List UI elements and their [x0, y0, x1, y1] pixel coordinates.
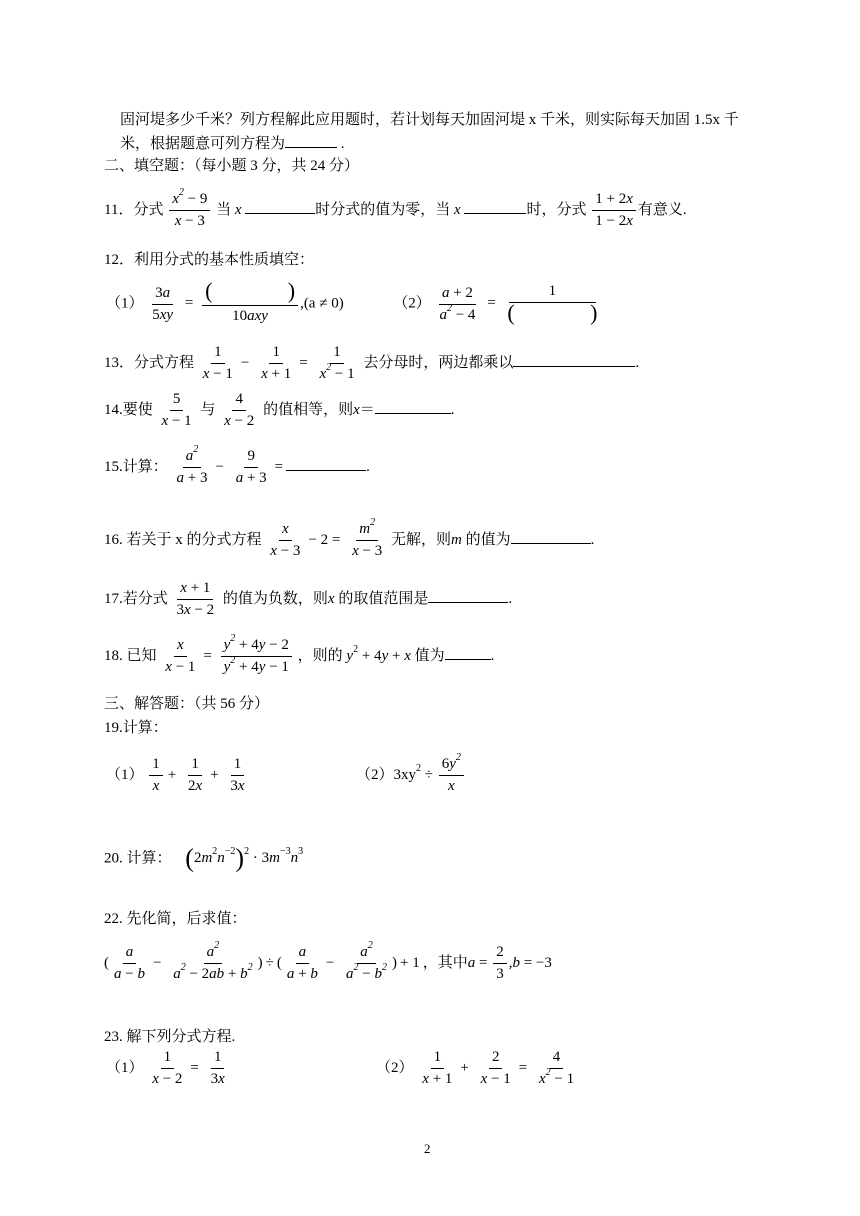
- q19-part-2-label: （2）3xy: [356, 766, 417, 783]
- question-23: [104, 1025, 235, 1046]
- question-11: 11．分式 $\frac{x^2 - 9}{x - 3}$ 当 x 时分式的值为零，当 x 时，分式 $\frac{1 + 2x}{1 - 2x}$ 有意义.: [104, 189, 687, 232]
- question-17: 17.若分式 $\frac{x + 1}{3x - 2}$ 的值为负数，则x 的取值范围是 .: [104, 578, 512, 621]
- question-23-part-1: （1） $\frac{1}{x - 2}$ = $\frac{1}{3x}$: [106, 1047, 230, 1090]
- answer-blank[interactable]: [428, 588, 508, 603]
- question-10-text-1: 固河堤多少千米？列方程解此应用题时，若计划每天加固河堤 x 千米，则实际每天加固 1.5x 千: [120, 112, 739, 128]
- q13-fraction-1: $\frac{1}{x - 1}$: [202, 344, 233, 382]
- answer-blank[interactable]: [286, 456, 366, 471]
- q22-fraction-3: $\frac{a}{a + b}$: [286, 944, 318, 982]
- section-3-heading: [104, 692, 269, 713]
- q13-fraction-3: $\frac{1}{x^2 - 1}$: [319, 344, 355, 382]
- q11-text-2: 时分式的值为零，当: [315, 201, 451, 218]
- q22-label: 22. 先化简，后求值：: [104, 911, 247, 927]
- q22-fraction-1: $\frac{a}{a - b}$: [114, 944, 145, 982]
- q19-fraction-2: $\frac{1}{2x}$: [187, 756, 203, 794]
- question-15: 15.计算： $\frac{a^2}{a + 3}$ − $\frac{9}{a + 3}$ = .: [104, 446, 370, 489]
- q13-text-1: 去分母时，两边都乘以: [363, 354, 514, 371]
- q17-label: 17.若分式: [104, 590, 168, 607]
- question-22: [104, 907, 247, 928]
- q22-text-1: ，其中: [422, 954, 468, 971]
- q18-fraction-2: $\frac{y^2 + 4y - 2}{y^2 + 4y - 1}$: [221, 635, 292, 678]
- q16-text-1: 无解，则: [390, 531, 451, 548]
- q18-fraction-1: $\frac{x}{x - 1}$: [165, 637, 196, 675]
- q14-label: 14.要使: [104, 401, 153, 418]
- q19-label: 19.计算：: [104, 720, 168, 736]
- q22-fraction-5: $\frac{2}{3}$: [493, 942, 507, 985]
- q23-fraction-1: $\frac{1}{x - 2}$: [152, 1049, 183, 1087]
- question-16: 16. 若关于 x 的分式方程 $\frac{x}{x - 3}$ − 2 = $\frac{m^2}{x - 3}$ 无解，则m 的值为 .: [104, 519, 594, 562]
- q15-fraction-2: $\frac{9}{a + 3}$: [235, 448, 267, 486]
- page-number-text: 2: [424, 1141, 431, 1156]
- q11-text-4: 有意义.: [637, 201, 687, 218]
- q23-fraction-2: $\frac{1}{3x}$: [210, 1049, 225, 1087]
- q19-fraction-4: $\frac{6y^2}{x}$: [439, 754, 464, 797]
- q11-fraction-1: $\frac{x^2 - 9}{x - 3}$: [169, 189, 210, 232]
- q17-text-2: 的取值范围是: [338, 590, 429, 607]
- q12-fraction-4: $\frac{1}{( )}$: [507, 283, 598, 325]
- q19-fraction-3: $\frac{1}{3x}$: [230, 756, 245, 794]
- q14-text-2: 的值相等，则: [263, 401, 354, 418]
- q15-label: 15.计算：: [104, 458, 168, 475]
- q11-text-3: 时，分式: [526, 201, 587, 218]
- question-10-continuation-line2: 米，根据题意可列方程为 .: [120, 132, 345, 153]
- q18-label: 18. 已知: [104, 647, 157, 664]
- q12-condition: ,(a ≠ 0): [300, 295, 344, 312]
- q14-fraction-1: $\frac{5}{x - 1}$: [161, 391, 192, 429]
- question-10-text-2: 米，根据题意可列方程为: [120, 136, 286, 152]
- q16-text-2: 的值为: [465, 531, 511, 548]
- q12-fraction-3: $\frac{a + 2}{a^2 - 4}$: [439, 284, 476, 323]
- q12-label: 12．利用分式的基本性质填空：: [104, 252, 315, 268]
- q12-part-2-label: （2）: [393, 295, 431, 312]
- q23-fraction-3: $\frac{1}{x + 1}$: [422, 1049, 453, 1087]
- answer-blank[interactable]: [511, 529, 591, 544]
- q12-fraction-2: $\frac{( )}{\text{10axy}}$: [202, 281, 298, 327]
- answer-blank[interactable]: [464, 199, 526, 214]
- q11-text-1: 当: [216, 201, 232, 218]
- question-23-part-2: （2） $\frac{1}{x + 1}$ + $\frac{2}{x - 1}$ = $\frac{4}{x^2 - 1}$: [376, 1047, 579, 1090]
- question-19-parts: （1） $\frac{1}{x}$ + $\frac{1}{2x}$ + $\frac{1}{3x}$: [106, 754, 250, 797]
- question-12-parts: （1） $\frac{3a}{5xy}$ = $\frac{( )}{\text{10axy}}$ ,(a ≠ 0) （2） $\frac{a + 2}{a^2 - 4}$ = $\frac{1}{( )}$: [106, 281, 602, 327]
- q23-part-2-label: （2）: [376, 1059, 414, 1076]
- page-number: [424, 1141, 431, 1157]
- q19-part-1-label: （1）: [106, 766, 144, 783]
- section-3-heading-text: 三、解答题：（共 56 分）: [104, 696, 270, 712]
- q11-label: 11．分式: [104, 201, 164, 218]
- question-19: [104, 716, 168, 737]
- section-2-heading: [104, 154, 359, 175]
- q13-label: 13．分式方程: [104, 354, 195, 371]
- q23-fraction-5: $\frac{4}{x^2 - 1}$: [538, 1049, 575, 1087]
- answer-blank[interactable]: [445, 645, 491, 660]
- answer-parens[interactable]: ( ): [507, 300, 598, 325]
- q17-fraction: $\frac{x + 1}{3x - 2}$: [176, 580, 215, 618]
- q17-text-1: 的值为负数，则: [222, 590, 328, 607]
- q19-divide: ÷: [424, 766, 433, 783]
- answer-blank[interactable]: [513, 352, 635, 367]
- q11-fraction-2: $\frac{1 + 2x}{1 - 2x}$: [592, 189, 636, 232]
- answer-blank[interactable]: [245, 199, 315, 214]
- question-10-continuation-line1: [120, 108, 739, 129]
- question-19-part-2: $(2)3xy^2$ ÷ $\frac{6y^2}{x}$: [356, 754, 466, 797]
- question-12: [104, 248, 314, 269]
- q14-text-1: 与: [200, 401, 216, 418]
- q18-text-2: 值为: [414, 647, 445, 664]
- q23-fraction-4: $\frac{2}{x - 1}$: [480, 1049, 511, 1087]
- question-22-expression: ( $\frac{a}{a - b}$ − $\frac{a^2}{a^2 - 2ab + b^2}$ ) ÷ ( $\frac{a}{a + b}$ − $\frac{a^2}{a^2 - b^2}$ ) + 1 ，其中a = $\frac{2}{3}$ ,b = −3: [104, 942, 552, 985]
- q22-fraction-4: $\frac{a^2}{a^2 - b^2}$: [346, 940, 388, 982]
- q13-fraction-2: $\frac{1}{x + 1}$: [261, 344, 292, 382]
- q16-fraction-1: $\frac{x}{x - 3}$: [270, 521, 301, 559]
- question-14: 14.要使 $\frac{5}{x - 1}$ 与 $\frac{4}{x - 2}$ 的值相等，则x＝ .: [104, 389, 455, 432]
- q23-label: 23. 解下列分式方程.: [104, 1029, 236, 1045]
- q14-fraction-2: $\frac{4}{x - 2}$: [224, 391, 255, 429]
- q15-fraction-1: $\frac{a^2}{a + 3}$: [176, 444, 208, 486]
- q23-part-1-label: （1）: [106, 1059, 144, 1076]
- question-20: [104, 844, 303, 874]
- section-2-heading-text: 二、填空题：（每小题 3 分，共 24 分）: [104, 158, 360, 174]
- q20-expression: $(2m^2n^{-2})^2 \cdot 3m^{-3}n^3$: [185, 844, 304, 873]
- q12-part-1-label: （1）: [106, 295, 144, 312]
- q22-fraction-2: $\frac{a^2}{a^2 - 2ab + b^2}$: [173, 940, 253, 982]
- q14-text-3: ＝: [359, 401, 375, 418]
- question-13: 13．分式方程 $\frac{1}{x - 1}$ − $\frac{1}{x + 1}$ = $\frac{1}{x^2 - 1}$ 去分母时，两边都乘以 .: [104, 342, 639, 385]
- q19-fraction-1: $\frac{1}{x}$: [149, 754, 163, 797]
- answer-parens[interactable]: ( ): [205, 278, 296, 303]
- q16-fraction-2: $\frac{m^2}{x - 3}$: [352, 517, 383, 559]
- answer-blank[interactable]: [375, 399, 451, 414]
- q20-label: 20. 计算：: [104, 850, 172, 867]
- q12-fraction-1: $\frac{3a}{5xy}$: [152, 284, 174, 323]
- q16-label: 16. 若关于 x 的分式方程: [104, 531, 262, 548]
- answer-blank[interactable]: [285, 133, 337, 148]
- question-18: 18. 已知 $\frac{x}{x - 1}$ = $\frac{y^2 + 4y - 2}{y^2 + 4y - 1}$ ，则的 $y^2 + 4y + x$ 值为 .: [104, 635, 494, 678]
